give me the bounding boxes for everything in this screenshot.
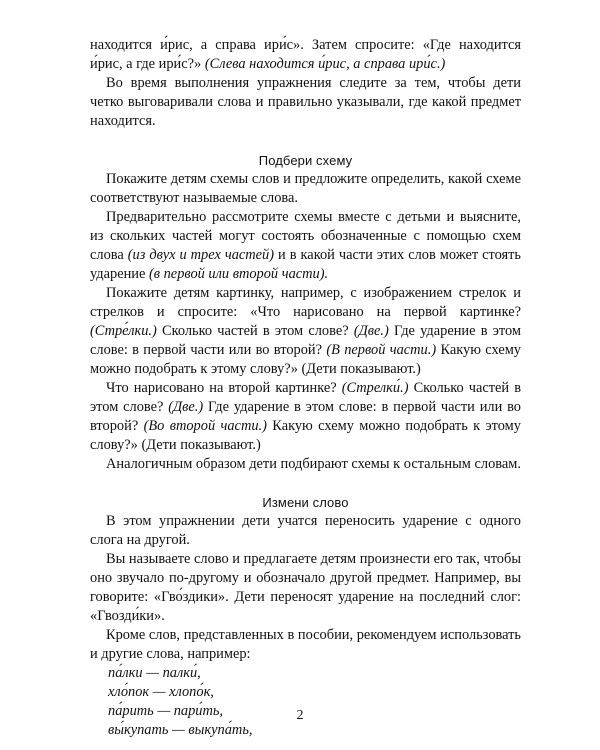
s1p4-text-a: Что нарисовано на второй картинке? — [106, 380, 342, 396]
s1p4-italic-d: (Две.) — [168, 399, 204, 415]
s1p2-text-c: и в какой части этих слов может стоять ударение — [90, 247, 521, 282]
section1-paragraph-4 — [90, 379, 521, 455]
s1p4-italic-f: (Во второй части.) — [143, 418, 267, 434]
s1p3-text-e: Где ударение в этом слове: в первой части или во второй? — [90, 323, 522, 358]
word-example: вы́купать — выкупа́ть, — [108, 722, 253, 738]
word-example: па́рить — пари́ть, — [108, 703, 224, 719]
word-example: хло́пок — хлопо́к, — [108, 684, 214, 700]
section-title-change-word: Измени слово — [262, 495, 349, 510]
intro-p1-answer: (Слева находится и́рис, а справа ири́с.) — [204, 56, 446, 72]
section2-paragraph-3: Кроме слов, представленных в пособии, рекомендуем использовать и другие слова, например: — [90, 627, 521, 662]
s1p4-text-g: Какую схему можно подобрать к этому слову?» (Дети показывают.) — [90, 418, 521, 453]
section1-paragraph-5: Аналогичным образом дети подбирают схемы к остальным словам. — [106, 456, 521, 472]
s1p3-italic-d: (Две.) — [353, 323, 389, 339]
section2-paragraph-1: В этом упражнении дети учатся переносить ударение с одного слога на другой. — [90, 513, 521, 548]
section1-paragraph-3 — [90, 284, 521, 379]
text-column — [90, 36, 521, 740]
s1p4-text-e: Где ударение в этом слове: в первой части или во второй? — [90, 399, 522, 434]
section1-paragraph-2 — [90, 208, 521, 284]
section2-paragraph-2: Вы называете слово и предлагаете детям произнести его так, чтобы оно звучало по-другому и обозначало другой предмет. Например, вы говорите: «Гво́здики». Дети переносят ударение на последний слог: «Гвозди́ки». — [90, 551, 521, 624]
s1p3-text-a: Покажите детям картинку, например, с изображением стрелок и стрелков и спросите: «Что нарисовано на первой картинке? — [90, 285, 521, 320]
s1p3-text-c: Сколько частей в этом слове? — [156, 323, 354, 339]
word-examples-list — [108, 664, 521, 740]
s1p3-italic-b: (Стре́лки.) — [90, 323, 157, 339]
s1p2-text-a: Предварительно рассмотрите схемы вместе с детьми и выясните, из скольких частей могут состоять обозначенные с помощью схем слова — [90, 209, 521, 263]
word-example: па́лки — палки́, — [108, 665, 201, 681]
s1p4-text-c: Сколько частей в этом слове? — [90, 380, 521, 415]
s1p3-italic-f: (В первой части.) — [326, 342, 437, 358]
page-number: 2 — [296, 708, 304, 723]
s1p4-italic-b: (Стрелки́.) — [341, 380, 409, 396]
intro-p1-text: находится и́рис, а справа ири́с». Затем спросите: «Где находится и́рис, а где ири́с?» — [90, 37, 521, 72]
s1p2-italic-b: (из двух и трех частей) — [127, 247, 275, 263]
s1p2-italic-d: (в первой или второй части). — [148, 266, 329, 282]
intro-paragraph-1 — [90, 36, 521, 74]
section1-paragraph-1: Покажите детям схемы слов и предложите определить, какой схеме соответствуют называемые слова. — [90, 171, 521, 206]
intro-paragraph-2: Во время выполнения упражнения следите за тем, чтобы дети четко выговаривали слова и правильно указывали, где какой предмет находится. — [90, 75, 521, 129]
s1p3-text-g: Какую схему можно подобрать к этому слову?» (Дети показывают.) — [90, 342, 522, 377]
section-title-choose-scheme: Подбери схему — [258, 153, 353, 168]
